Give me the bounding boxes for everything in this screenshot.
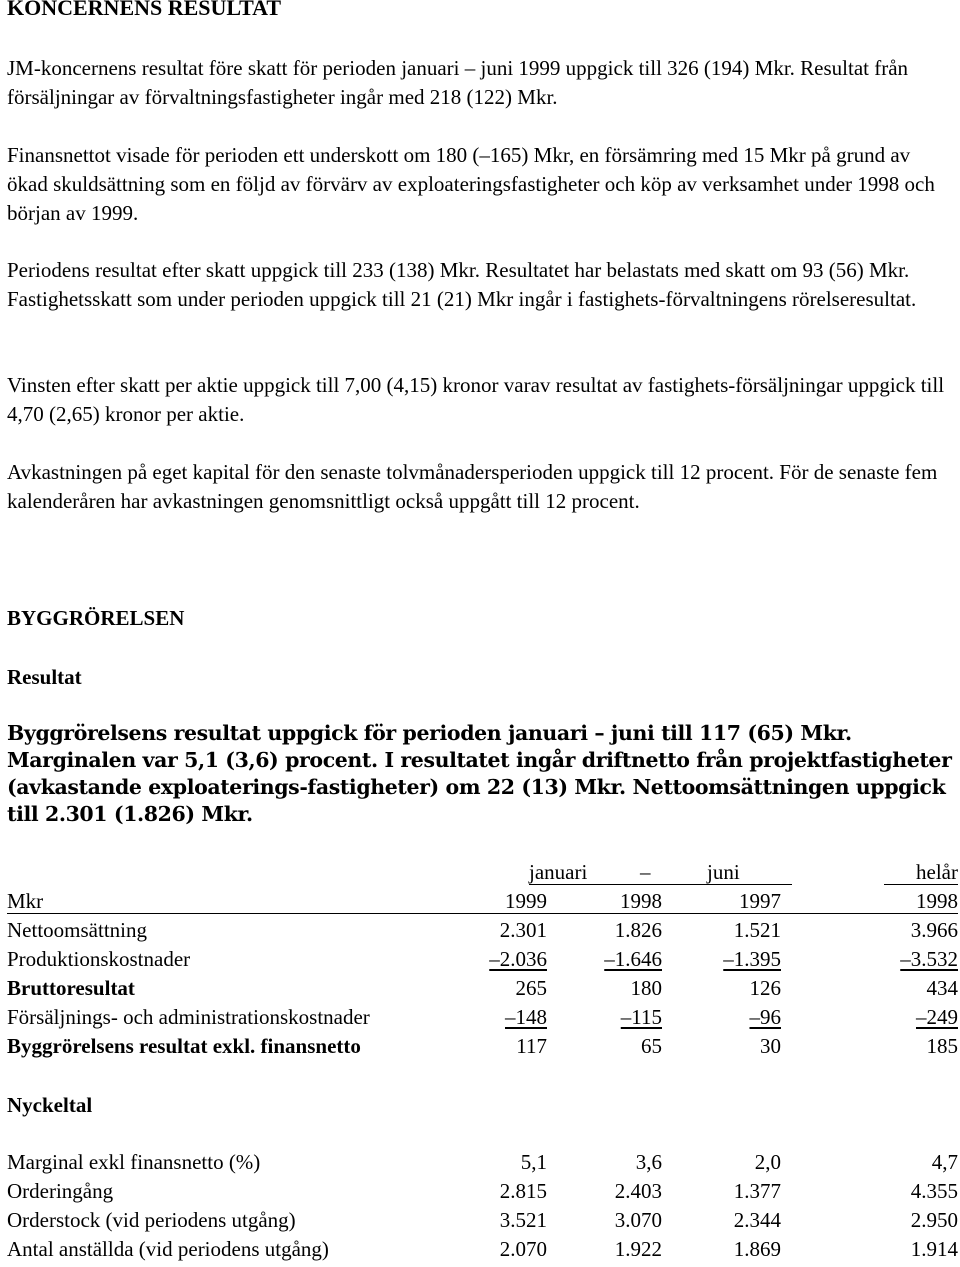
col-1997: 1997 xyxy=(739,889,781,913)
table-period-header xyxy=(7,858,958,887)
row-value: 3.070 xyxy=(614,1208,662,1232)
row-value: 1.826 xyxy=(614,918,662,942)
row-value: 5,1 xyxy=(520,1150,547,1174)
row-value: 30 xyxy=(760,1034,781,1058)
page-heading: KONCERNENS RESULTAT xyxy=(7,0,282,20)
row-value: –1.646 xyxy=(604,947,662,971)
paragraph-group-result: JM-koncernens resultat före skatt för perioden januari – juni 1999 uppgick till 326 (194) Mkr. Resultat från försäljningar av förvaltningsfastigheter ingår med 218 (122) Mkr. xyxy=(7,56,909,109)
period-from: januari xyxy=(529,860,588,884)
paragraph-finance-net: Finansnettot visade för perioden ett underskott om 180 (–165) Mkr, en försämring med 15 Mkr på grund av ökad skuldsättning som en följd av förvärv av exploateringsfastigheter och köp av verksamhet under 1998 och början av 1999. xyxy=(7,143,935,225)
section-title: BYGGRÖRELSEN xyxy=(7,606,185,630)
row-label: Orderstock (vid periodens utgång) xyxy=(7,1208,296,1232)
row-value: 3.521 xyxy=(499,1208,547,1232)
table-row xyxy=(7,1177,958,1206)
table-row xyxy=(7,1148,958,1177)
row-value: 1.914 xyxy=(910,1237,958,1261)
key-figures-title xyxy=(7,1091,958,1120)
row-value: 2.070 xyxy=(499,1237,547,1261)
row-value: 180 xyxy=(630,976,662,1000)
period-dash: – xyxy=(640,860,651,884)
row-label: Byggrörelsens resultat exkl. finansnetto xyxy=(7,1034,361,1058)
full-year-underline xyxy=(884,884,958,885)
subsection-title: Resultat xyxy=(7,665,82,689)
row-label: Marginal exkl finansnetto (%) xyxy=(7,1150,261,1174)
row-value: 3.966 xyxy=(910,918,958,942)
table-row xyxy=(7,1003,958,1032)
table-row xyxy=(7,1235,958,1264)
row-value: 2.403 xyxy=(614,1179,662,1203)
table-row xyxy=(7,916,958,945)
paragraph-period-result: Periodens resultat efter skatt uppgick till 233 (138) Mkr. Resultatet har belastats med skatt om 93 (56) Mkr. Fastighetsskatt som under perioden uppgick till 21 (21) Mkr ingår i fastighets-förvaltningens rörelseresultat. xyxy=(7,258,917,311)
row-value: 65 xyxy=(641,1034,662,1058)
key-figures-label: Nyckeltal xyxy=(7,1093,93,1117)
row-value: –249 xyxy=(916,1005,958,1029)
row-label: Orderingång xyxy=(7,1179,114,1203)
row-value: 117 xyxy=(516,1034,547,1058)
row-value: 1.377 xyxy=(733,1179,781,1203)
row-label: Produktionskostnader xyxy=(7,947,191,971)
row-value: 2.344 xyxy=(733,1208,781,1232)
header-underline xyxy=(7,913,958,914)
row-value: 2.950 xyxy=(910,1208,958,1232)
row-value: 1.521 xyxy=(733,918,781,942)
col-1999: 1999 xyxy=(505,889,547,913)
row-value: 434 xyxy=(926,976,958,1000)
paragraph-earnings-per-share: Vinsten efter skatt per aktie uppgick till 7,00 (4,15) kronor varav resultat av fastighets-försäljningar uppgick till 4,70 (2,65) kronor per aktie. xyxy=(7,373,945,426)
row-value: 1.922 xyxy=(614,1237,662,1261)
col-1998: 1998 xyxy=(620,889,662,913)
col-unit: Mkr xyxy=(7,889,44,913)
row-value: 1.869 xyxy=(733,1237,781,1261)
row-value: 2.815 xyxy=(499,1179,547,1203)
table-row xyxy=(7,945,958,974)
row-value: 4,7 xyxy=(931,1150,958,1174)
row-value: 3,6 xyxy=(635,1150,662,1174)
row-value: –1.395 xyxy=(723,947,781,971)
row-value: 126 xyxy=(749,976,781,1000)
row-value: 2.301 xyxy=(499,918,547,942)
row-value: 4.355 xyxy=(910,1179,958,1203)
row-label: Antal anställda (vid periodens utgång) xyxy=(7,1237,329,1261)
table-row xyxy=(7,974,958,1003)
row-value: 265 xyxy=(515,976,547,1000)
row-value: 185 xyxy=(926,1034,958,1058)
paragraph-return-on-equity: Avkastningen på eget kapital för den senaste tolvmånadersperioden uppgick till 12 procent. För de senaste fem kalenderåren har avkastningen genomsnittligt också uppgått till 12 procent. xyxy=(7,460,938,513)
row-label: Nettoomsättning xyxy=(7,918,147,942)
table-column-header xyxy=(7,887,958,916)
period-to: juni xyxy=(707,860,740,884)
row-value: –148 xyxy=(505,1005,547,1029)
table-row xyxy=(7,1206,958,1235)
row-value: –2.036 xyxy=(489,947,547,971)
period-full-year: helår xyxy=(916,860,958,884)
row-value: –3.532 xyxy=(900,947,958,971)
row-value: –115 xyxy=(620,1005,662,1029)
row-value: 2,0 xyxy=(754,1150,781,1174)
col-1998-full: 1998 xyxy=(916,889,958,913)
paragraph-construction-result: Byggrörelsens resultat uppgick för perioden januari – juni till 117 (65) Mkr. Marginalen var 5,1 (3,6) procent. I resultatet ingår driftnetto från projektfastigheter (avkastande exploaterings-fastigheter) om 22 (13) Mkr. Nettoomsättningen uppgick till 2.301 (1.826) Mkr. xyxy=(7,721,952,826)
row-label: Bruttoresultat xyxy=(7,976,135,1000)
row-value: –96 xyxy=(749,1005,781,1029)
period-underline xyxy=(529,884,792,885)
table-row xyxy=(7,1032,958,1061)
row-label: Försäljnings- och administrationskostnader xyxy=(7,1005,370,1029)
